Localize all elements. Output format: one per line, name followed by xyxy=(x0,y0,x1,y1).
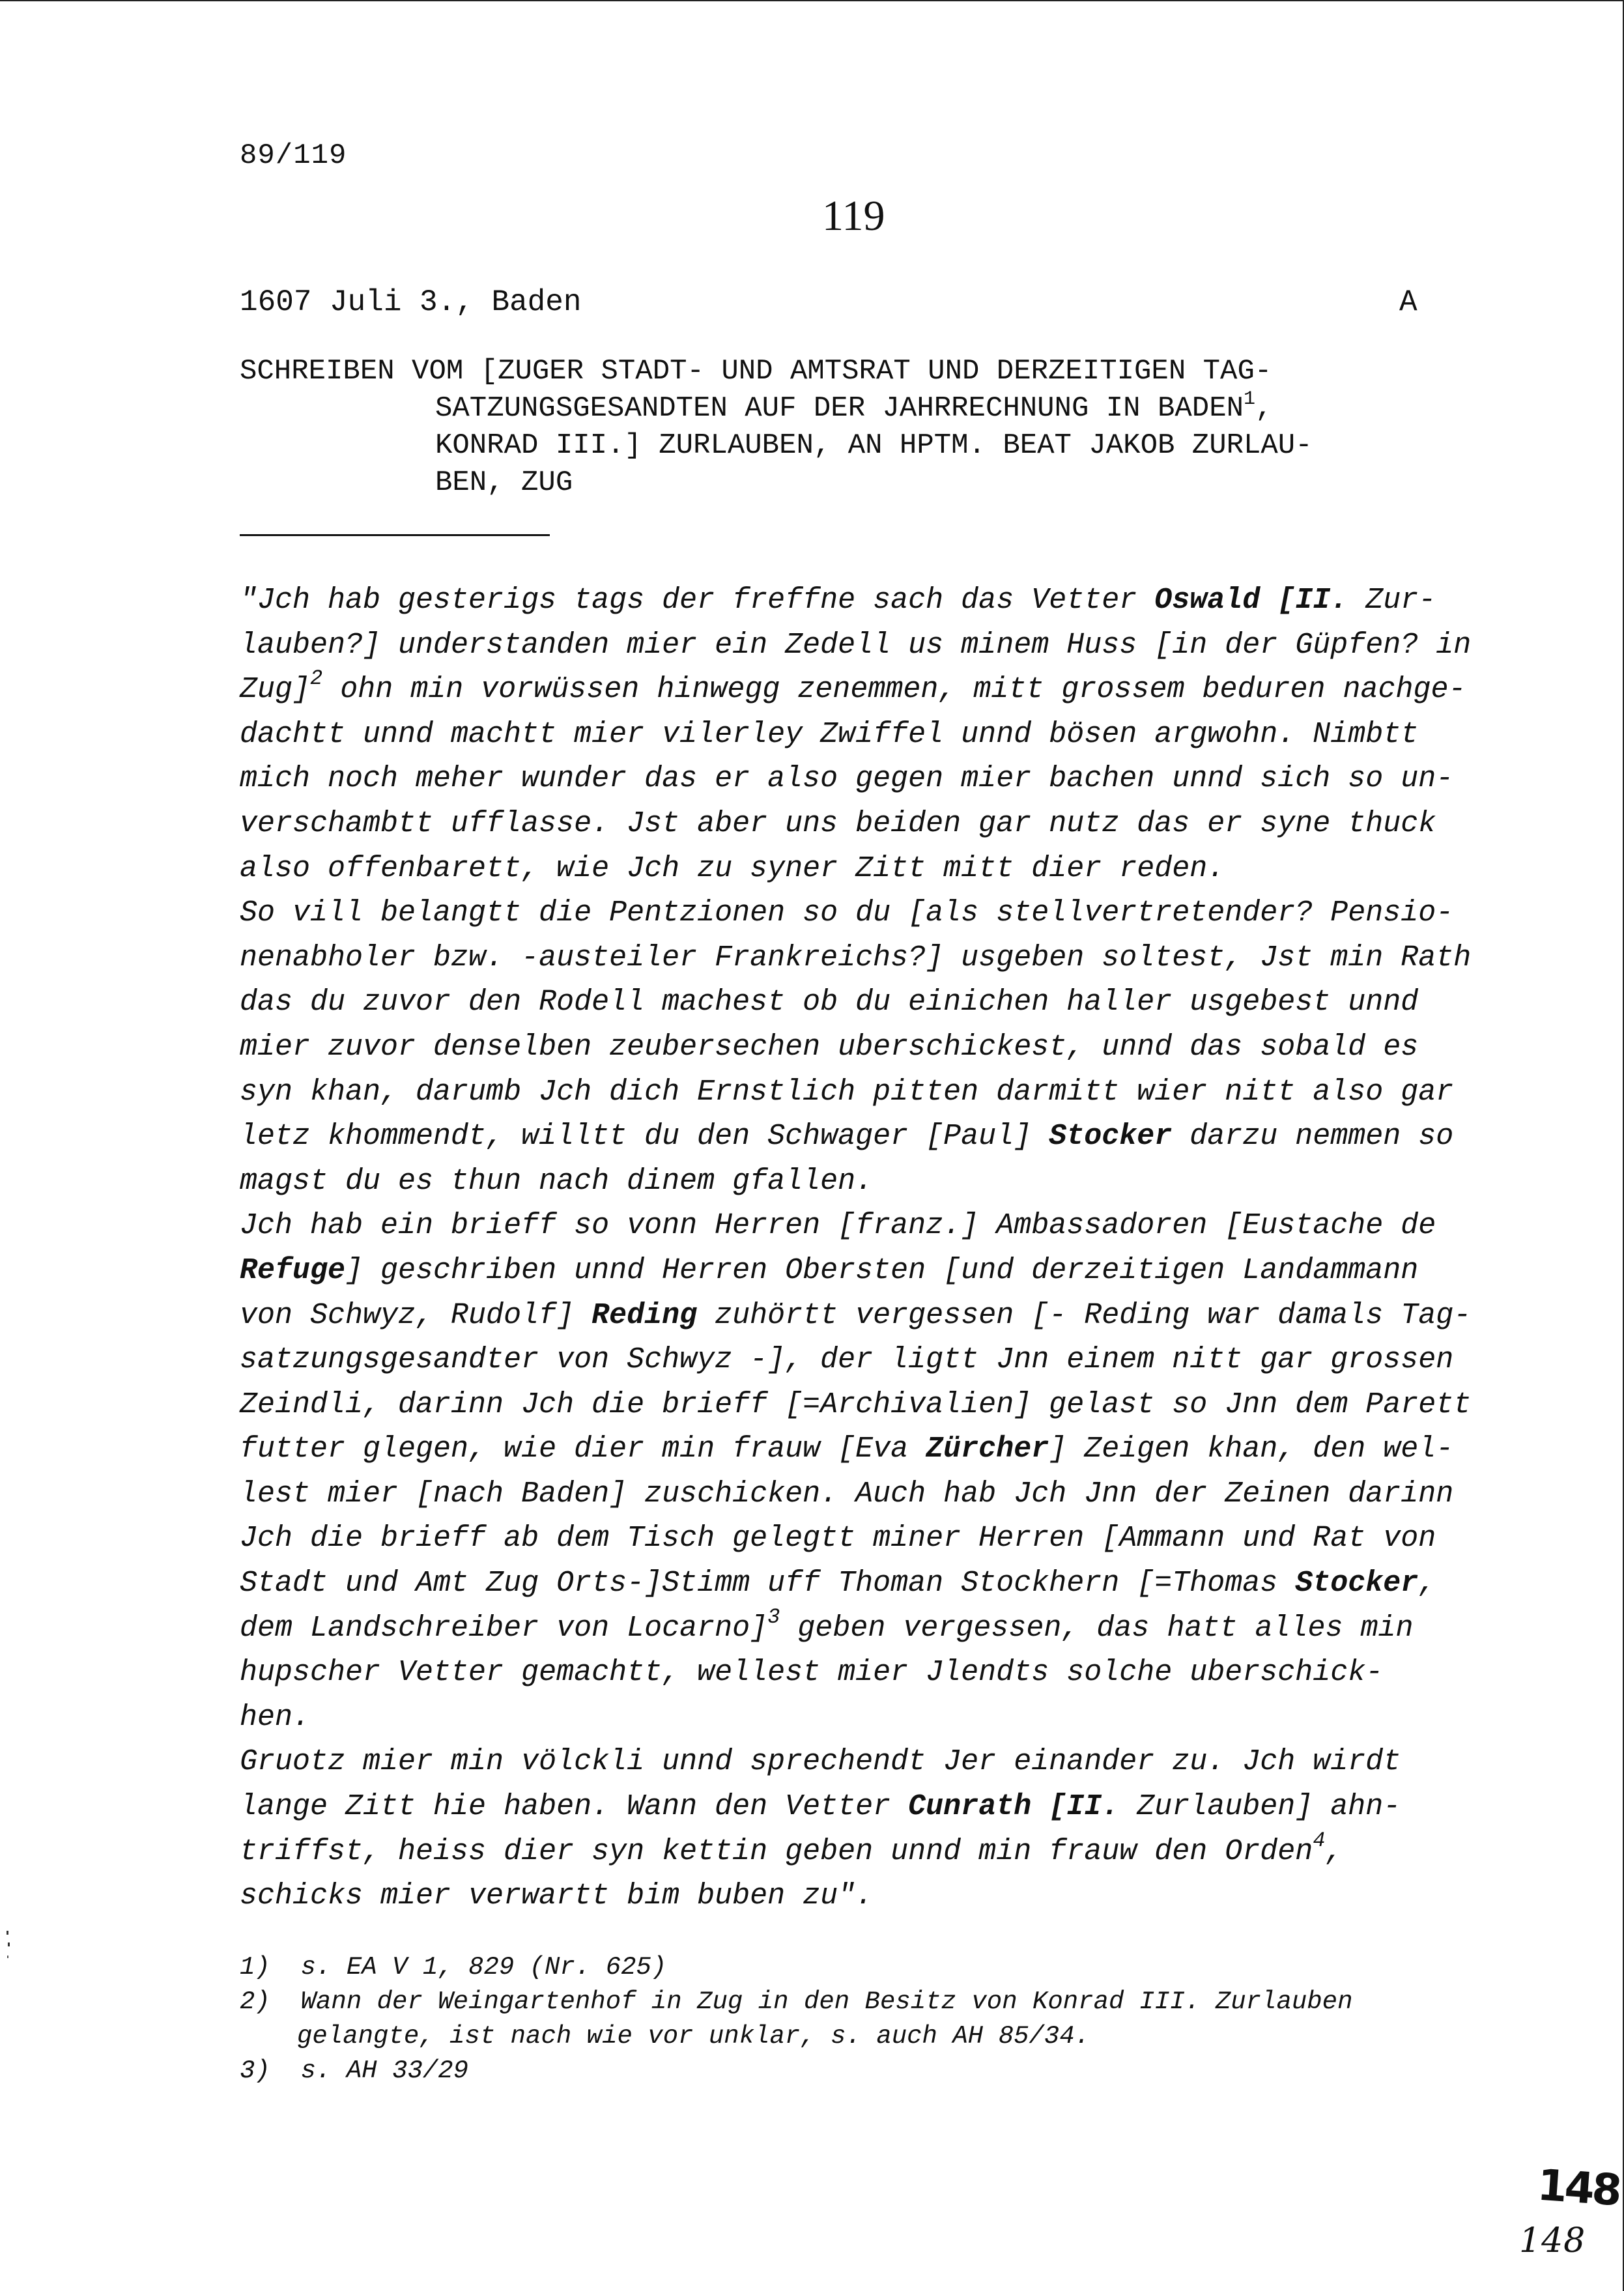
body-text: ] Zeigen khan, den wel- xyxy=(1049,1432,1454,1466)
body-line: schicks mier verwartt bim buben zu". xyxy=(240,1879,874,1913)
body-line: mich noch meher wunder das er also gegen mier bachen unnd sich so un- xyxy=(240,762,1454,796)
body-text: geben vergessen, das hatt alles min xyxy=(780,1611,1414,1645)
scan-mark xyxy=(7,1956,8,1958)
body-text: futter glegen, wie dier min frauw [Eva xyxy=(240,1432,926,1466)
body-text: Zur- xyxy=(1348,584,1436,617)
body-text: Stadt und Amt Zug Orts-]Stimm uff Thoman Stockhern [=Thomas xyxy=(240,1567,1296,1601)
footnote-2: 2) Wann der Weingartenhof in Zug in den Besitz von Konrad III. Zurlauben xyxy=(240,1987,1353,2016)
body-text: lange Zitt hie haben. Wann den Vetter xyxy=(240,1790,909,1824)
title-line-2-text: SATZUNGSGESANDTEN AUF DER JAHRRECHNUNG IN BADEN xyxy=(435,392,1244,425)
body-line xyxy=(240,1830,1477,1875)
body-text: letz khommendt, willtt du den Schwager [Paul] xyxy=(240,1120,1049,1154)
body-line xyxy=(240,668,1477,713)
handwritten-page-note: 148 xyxy=(1519,2221,1586,2260)
body-name-zuercher: Zürcher xyxy=(926,1432,1049,1466)
body-text: dem Landschreiber von Locarno] xyxy=(240,1611,768,1645)
letter-transcription xyxy=(240,578,1477,1919)
title-line-2 xyxy=(240,390,1438,427)
body-line xyxy=(240,1115,1477,1160)
body-line: lest mier [nach Baden] zuschicken. Auch hab Jch Jnn der Zeinen darinn xyxy=(240,1477,1454,1511)
body-line: Gruotz mier min völckli unnd sprechendt Jer einander zu. Jch wirdt xyxy=(240,1745,1401,1779)
body-text: , xyxy=(1418,1567,1436,1601)
title-line-4: BEN, ZUG xyxy=(435,466,573,499)
body-line: satzungsgesandter von Schwyz -], der ligtt Jnn einem nitt gar grossen xyxy=(240,1343,1454,1377)
footnotes xyxy=(240,1950,1477,2088)
scan-mark xyxy=(8,1942,10,1946)
document-marker: A xyxy=(1399,285,1417,319)
body-name-reding: Reding xyxy=(591,1298,698,1332)
body-line xyxy=(240,1606,1477,1651)
body-text: darzu nemmen so xyxy=(1172,1120,1454,1154)
title-line-1: SCHREIBEN VOM [ZUGER STADT- UND AMTSRAT UND DERZEITIGEN TAG- xyxy=(240,355,1272,388)
body-line: syn khan, darumb Jch dich Ernstlich pitten darmitt wier nitt also gar xyxy=(240,1075,1454,1109)
document-number: 119 xyxy=(822,192,885,240)
body-line: So vill belangtt die Pentzionen so du [als stellvertretender? Pensio- xyxy=(240,896,1454,930)
body-text: ohn min vorwüssen hinwegg zenemmen, mitt grossem beduren nachge- xyxy=(322,673,1466,707)
body-line xyxy=(240,1294,1477,1339)
document-title xyxy=(240,353,1438,502)
footnote-1: 1) s. EA V 1, 829 (Nr. 625) xyxy=(240,1953,667,1982)
body-line: mier zuvor denselben zeubersechen uberschickest, unnd das sobald es xyxy=(240,1030,1419,1064)
body-line: Jch hab ein brieff so vonn Herren [franz.] Ambassadoren [Eustache de xyxy=(240,1209,1436,1243)
body-line xyxy=(240,1785,1477,1830)
body-line xyxy=(240,578,1477,623)
body-line: also offenbarett, wie Jch zu syner Zitt mitt dier reden. xyxy=(240,851,1225,885)
body-text: Zug] xyxy=(240,673,311,707)
footnote-3: 3) s. AH 33/29 xyxy=(240,2056,469,2085)
body-text: triffst, heiss dier syn kettin geben unnd min frauw den Orden xyxy=(240,1834,1313,1868)
body-name-stocker: Stocker xyxy=(1295,1567,1419,1601)
footnote-2-continued: gelangte, ist nach wie vor unklar, s. auch AH 85/34. xyxy=(297,2022,1090,2051)
document-date-place: 1607 Juli 3., Baden xyxy=(240,285,582,319)
scan-mark xyxy=(7,1931,8,1935)
title-divider xyxy=(240,534,550,536)
body-line: verschambtt ufflasse. Jst aber uns beiden gar nutz das er syne thuck xyxy=(240,806,1436,840)
body-text: , xyxy=(1325,1834,1343,1868)
scan-edge-marks xyxy=(5,1929,12,1982)
body-name-cunrath: Cunrath xyxy=(908,1790,1032,1824)
body-text: zuhörtt vergessen [- Reding war damals Tag- xyxy=(697,1298,1472,1332)
body-line: hen. xyxy=(240,1700,311,1734)
body-name-cunrath-ordinal: [II. xyxy=(1031,1790,1120,1824)
body-line: dachtt unnd machtt mier vilerley Zwiffel unnd bösen argwohn. Nimbtt xyxy=(240,717,1419,751)
body-line: Zeindli, darinn Jch die brieff [=Archivalien] gelast so Jnn dem Parett xyxy=(240,1387,1472,1421)
footnote-ref-3: 3 xyxy=(767,1604,780,1629)
body-text: "Jch hab gesterigs tags der freffne sach das Vetter xyxy=(240,584,1155,617)
body-text: von Schwyz, Rudolf] xyxy=(240,1298,592,1332)
body-line: nenabholer bzw. -austeiler Frankreichs?] usgeben soltest, Jst min Rath xyxy=(240,941,1472,975)
body-line xyxy=(240,1561,1477,1606)
body-line xyxy=(240,1249,1477,1294)
footnote-ref-4: 4 xyxy=(1313,1828,1326,1853)
body-line: hupscher Vetter gemachtt, wellest mier Jlendts solche uberschick- xyxy=(240,1656,1384,1690)
body-line: magst du es thun nach dinem gfallen. xyxy=(240,1164,874,1198)
body-line: das du zuvor den Rodell machest ob du einichen haller usgebest unnd xyxy=(240,986,1419,1019)
title-line-3: KONRAD III.] ZURLAUBEN, AN HPTM. BEAT JAKOB ZURLAU- xyxy=(435,429,1313,462)
body-line: Jch die brieff ab dem Tisch gelegtt miner Herren [Ammann und Rat von xyxy=(240,1522,1436,1556)
title-line-2-end: , xyxy=(1255,392,1273,425)
footnote-ref-2: 2 xyxy=(310,666,323,691)
body-line xyxy=(240,1427,1477,1472)
footnote-ref-1: 1 xyxy=(1244,388,1256,410)
body-name-refuge: Refuge xyxy=(240,1253,346,1287)
document-reference: 89/119 xyxy=(240,139,347,172)
body-text: ] geschriben unnd Herren Obersten [und derzeitigen Landammann xyxy=(345,1253,1419,1287)
body-name-oswald: Oswald [II. xyxy=(1154,584,1348,617)
body-line: lauben?] understanden mier ein Zedell us minem Huss [in der Güpfen? in xyxy=(240,628,1472,662)
body-name-stocker: Stocker xyxy=(1049,1120,1173,1154)
handwritten-page-number: 148 xyxy=(1535,2159,1621,2216)
body-text: Zurlauben] ahn- xyxy=(1119,1790,1401,1824)
